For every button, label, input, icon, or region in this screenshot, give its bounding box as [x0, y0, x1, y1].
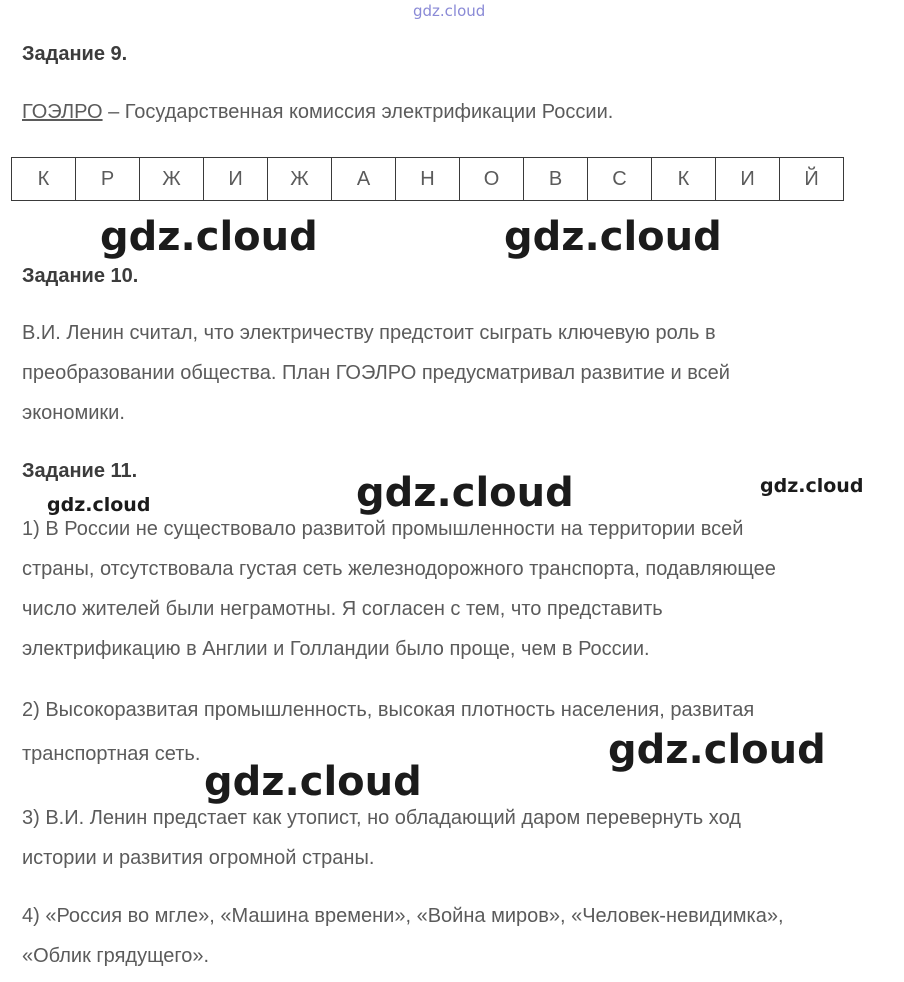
task11-answer1	[22, 509, 776, 669]
crossword-cell: И	[716, 158, 780, 201]
crossword-cell: Ж	[268, 158, 332, 201]
crossword-cell: О	[460, 158, 524, 201]
task11-answer3	[22, 798, 741, 878]
task10-line: преобразовании общества. План ГОЭЛРО предусматривал развитие и всей	[22, 362, 730, 384]
crossword-cell: К	[652, 158, 716, 201]
answer-line: число жителей были неграмотны. Я согласен с тем, что представить	[22, 598, 663, 620]
answer-line: 4) «Россия во мгле», «Машина времени», «Война миров», «Человек-невидимка»,	[22, 905, 784, 927]
task10-line: В.И. Ленин считал, что электричеству предстоит сыграть ключевую роль в	[22, 322, 716, 344]
task9-definition	[22, 92, 613, 132]
answer-line: истории и развития огромной страны.	[22, 847, 375, 869]
answer-line: 2) Высокоразвитая промышленность, высокая плотность населения, развитая	[22, 699, 755, 721]
answer-line: страны, отсутствовала густая сеть железнодорожного транспорта, подавляющее	[22, 558, 776, 580]
answer-line: транспортная сеть.	[22, 743, 201, 765]
crossword-cell: С	[588, 158, 652, 201]
answer-line: «Облик грядущего».	[22, 945, 210, 967]
crossword-cell: И	[204, 158, 268, 201]
crossword-cell: Н	[396, 158, 460, 201]
task10-body	[22, 313, 730, 433]
answer-line: 3) В.И. Ленин предстает как утопист, но обладающий даром перевернуть ход	[22, 807, 741, 829]
task9-definition-text: – Государственная комиссия электрификации России.	[102, 101, 614, 123]
crossword-cell: В	[524, 158, 588, 201]
watermark: gdz.cloud	[608, 727, 826, 773]
answer-line: 1) В России не существовало развитой промышленности на территории всей	[22, 518, 744, 540]
answer-line: электрификацию в Англии и Голландии было проще, чем в России.	[22, 638, 650, 660]
crossword-cell: Ж	[140, 158, 204, 201]
watermark: gdz.cloud	[47, 494, 151, 516]
crossword-cell: А	[332, 158, 396, 201]
crossword-cell: К	[12, 158, 76, 201]
watermark-top: gdz.cloud	[413, 2, 486, 20]
task11-answer4	[22, 896, 784, 976]
watermark: gdz.cloud	[356, 470, 574, 516]
watermark: gdz.cloud	[204, 759, 422, 805]
task10-heading: Задание 10.	[22, 265, 139, 287]
crossword-table	[11, 157, 844, 201]
task10-line: экономики.	[22, 402, 125, 424]
watermark: gdz.cloud	[760, 475, 864, 497]
watermark: gdz.cloud	[504, 214, 722, 260]
crossword-cell: Р	[76, 158, 140, 201]
task11-heading: Задание 11.	[22, 460, 138, 482]
crossword-row	[11, 157, 844, 201]
task9-heading: Задание 9.	[22, 43, 128, 65]
crossword-cell: Й	[780, 158, 844, 201]
watermark: gdz.cloud	[100, 214, 318, 260]
task9-abbr: ГОЭЛРО	[22, 101, 103, 123]
